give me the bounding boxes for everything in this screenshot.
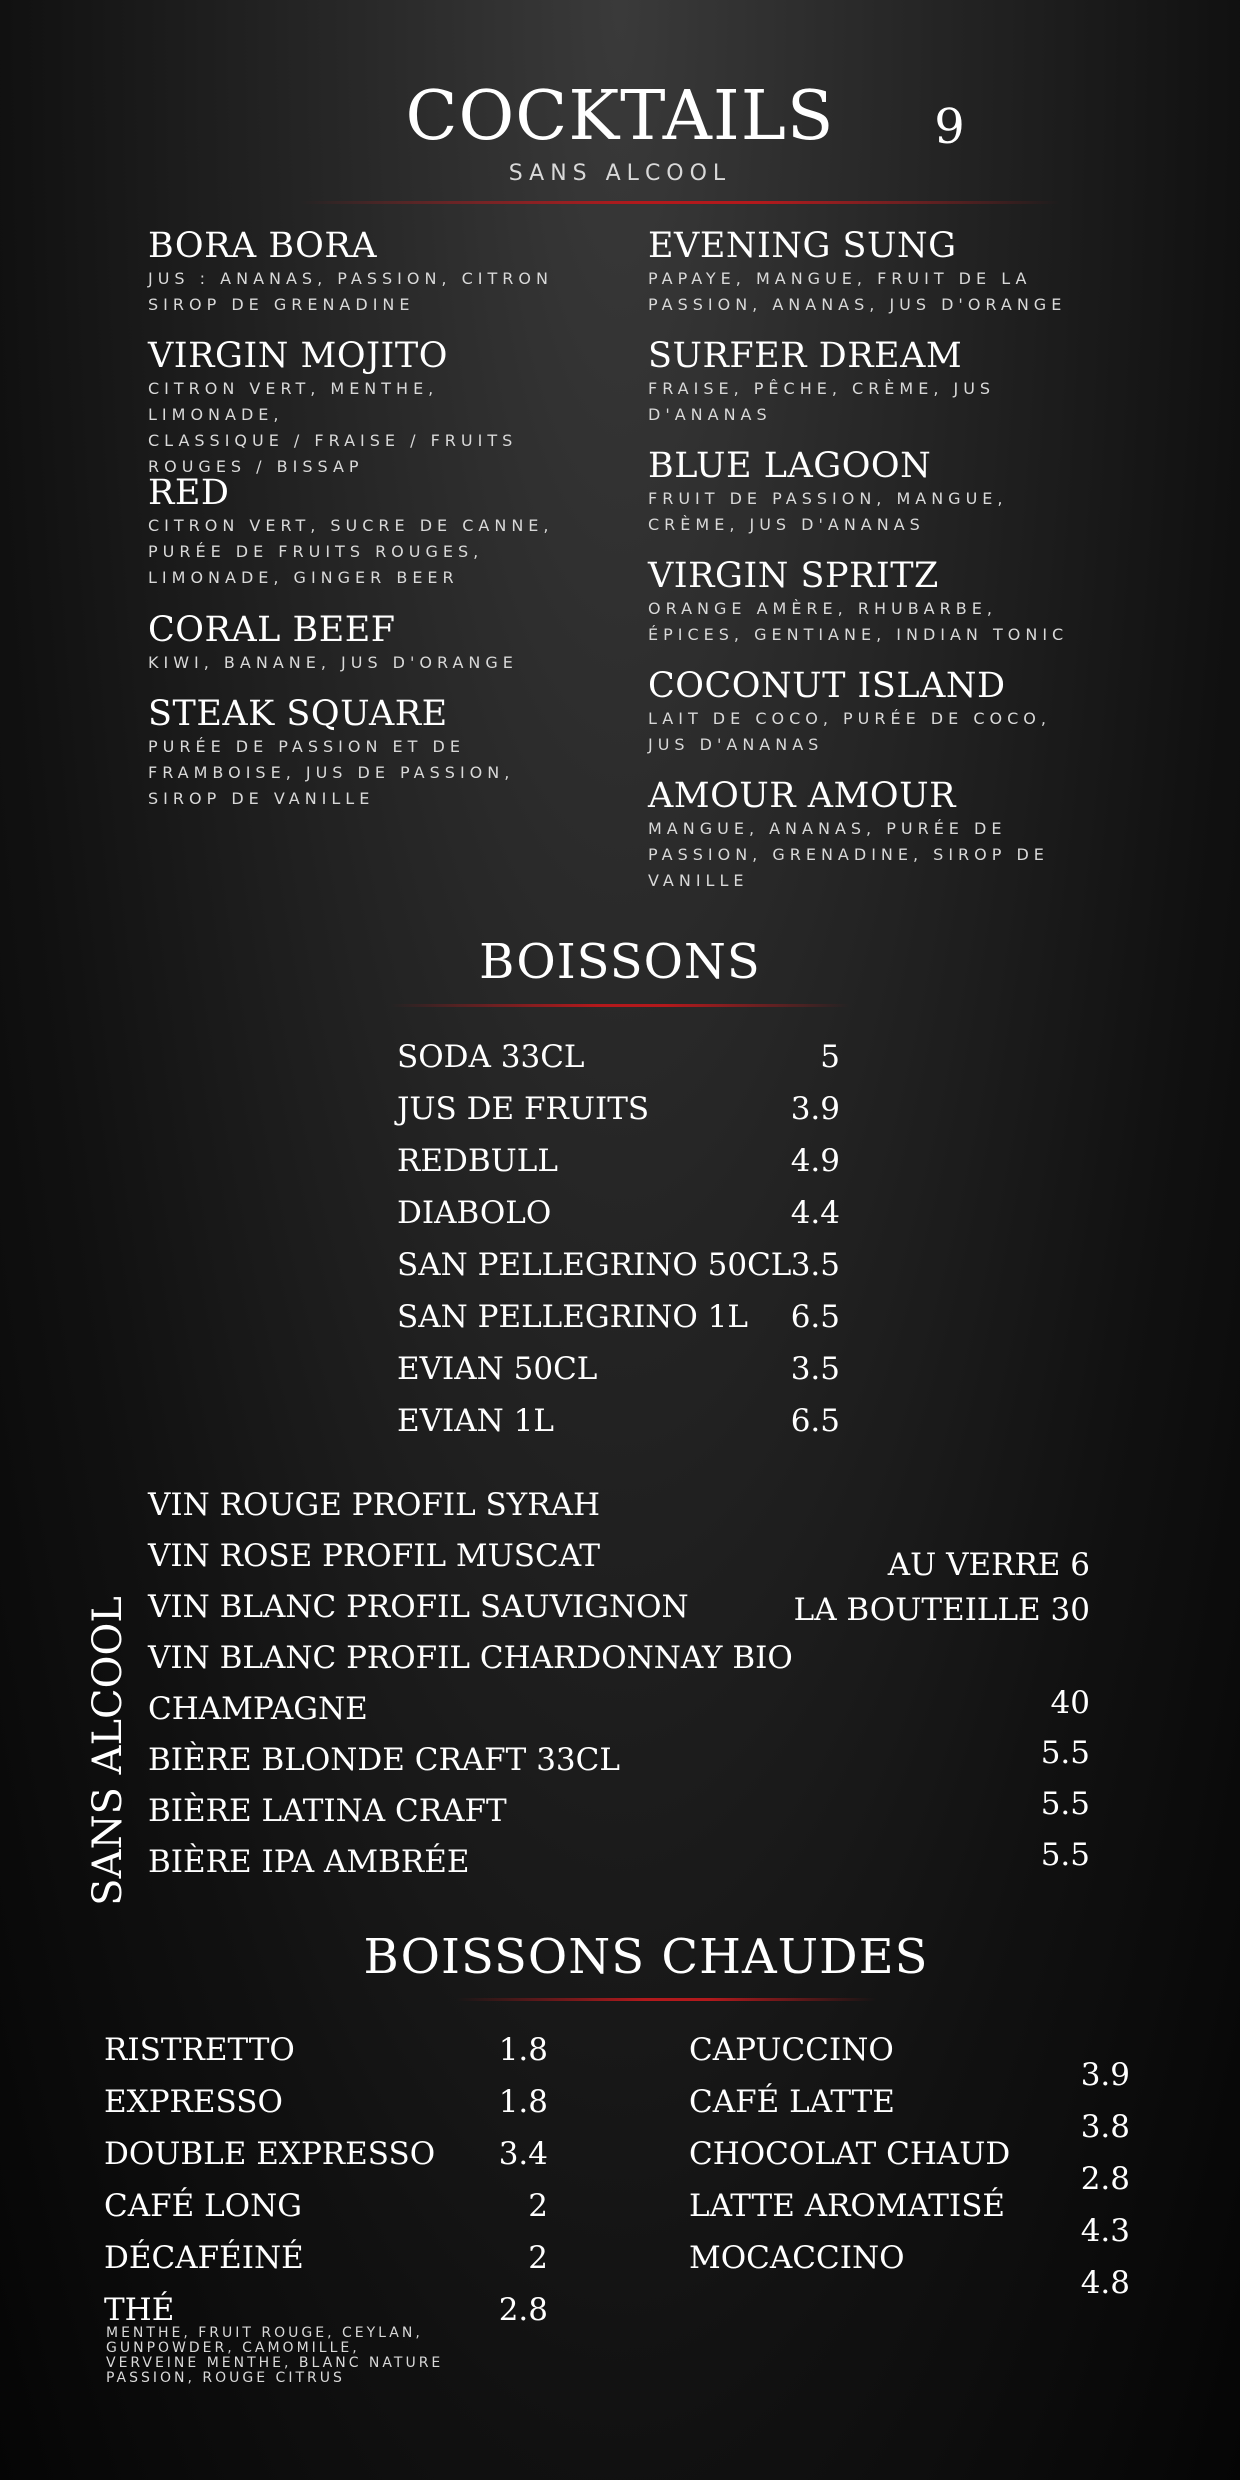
wine-bottle-price: LA BOUTEILLE 30: [793, 1592, 1090, 1628]
drink-name: BIÈRE LATINA CRAFT: [148, 1793, 507, 1829]
drink-name: EVIAN 1L: [397, 1403, 554, 1439]
cocktail-item: [648, 446, 1108, 538]
drink-price: 3.5: [790, 1247, 840, 1283]
cocktail-name: EVENING SUNG: [648, 226, 957, 266]
drink-name: CHAMPAGNE: [148, 1691, 368, 1727]
drink-price: 4.4: [790, 1195, 840, 1231]
wine-name: VIN BLANC PROFIL CHARDONNAY BIO: [148, 1640, 793, 1676]
cocktails-divider: [300, 201, 1060, 204]
drink-name: SAN PELLEGRINO 1L: [397, 1299, 748, 1335]
hot-drink-name: RISTRETTO: [104, 2032, 295, 2068]
drink-price: 5: [820, 1039, 840, 1075]
cocktail-name: SURFER DREAM: [648, 336, 963, 376]
cocktail-desc-line: VANILLE: [648, 871, 749, 890]
cocktail-desc-line: D'ANANAS: [648, 405, 772, 424]
cocktail-name: BORA BORA: [148, 226, 378, 266]
hot-drink-price: 2.8: [1080, 2161, 1130, 2197]
drink-price: 5.5: [1040, 1735, 1090, 1771]
cocktail-desc-line: PAPAYE, MANGUE, FRUIT DE LA: [648, 269, 1032, 288]
hot-drink-name: CAPUCCINO: [689, 2032, 894, 2068]
cocktail-desc-line: SIROP DE VANILLE: [148, 789, 375, 808]
cocktail-name: RED: [148, 473, 230, 513]
cocktail-item: [648, 776, 1108, 894]
cocktail-desc-line: SIROP DE GRENADINE: [148, 295, 415, 314]
hot-drink-name: CHOCOLAT CHAUD: [689, 2136, 1011, 2172]
cocktail-desc-line: ÉPICES, GENTIANE, INDIAN TONIC: [648, 625, 1069, 644]
cocktail-name: BLUE LAGOON: [648, 446, 932, 486]
cocktail-desc-line: PASSION, ANANAS, JUS D'ORANGE: [648, 295, 1067, 314]
boissons-title: BOISSONS: [479, 934, 761, 990]
cocktail-item: [148, 473, 578, 591]
hot-drink-price: 4.8: [1080, 2265, 1130, 2301]
cocktail-desc-line: FRAISE, PÊCHE, CRÈME, JUS: [648, 379, 996, 398]
drink-price: 5.5: [1040, 1786, 1090, 1822]
cocktail-item: [148, 610, 578, 676]
drink-name: REDBULL: [397, 1143, 558, 1179]
wine-name: VIN BLANC PROFIL SAUVIGNON: [148, 1589, 689, 1625]
cocktail-name: VIRGIN SPRITZ: [648, 556, 939, 596]
drink-price: 3.5: [790, 1351, 840, 1387]
hot-drink-price: 2: [528, 2240, 548, 2276]
hot-drink-name: DÉCAFÉINÉ: [104, 2240, 304, 2276]
hot-drink-price: 4.3: [1080, 2213, 1130, 2249]
cocktail-desc-line: CLASSIQUE / FRAISE / FRUITS: [148, 431, 518, 450]
drink-price: 40: [1050, 1685, 1090, 1721]
drink-name: SAN PELLEGRINO 50CL: [397, 1247, 792, 1283]
drink-price: 4.9: [790, 1143, 840, 1179]
cocktail-desc-line: JUS : ANANAS, PASSION, CITRON: [148, 269, 553, 288]
drink-price: 6.5: [790, 1299, 840, 1335]
drink-price: 5.5: [1040, 1837, 1090, 1873]
cocktail-item: [648, 666, 1108, 758]
drink-name: DIABOLO: [397, 1195, 552, 1231]
cocktail-desc-line: LIMONADE, GINGER BEER: [148, 568, 459, 587]
cocktail-desc-line: KIWI, BANANE, JUS D'ORANGE: [148, 653, 518, 672]
cocktails-subtitle: SANS ALCOOL: [508, 161, 732, 186]
cocktail-item: [148, 694, 578, 812]
hot-drink-name: LATTE AROMATISÉ: [689, 2188, 1006, 2224]
hot-drink-price: 1.8: [498, 2084, 548, 2120]
hot-drink-price: 3.9: [1080, 2057, 1130, 2093]
cocktail-desc-line: FRAMBOISE, JUS DE PASSION,: [148, 763, 515, 782]
drink-name: BIÈRE BLONDE CRAFT 33CL: [148, 1742, 620, 1778]
the-description: [106, 2326, 526, 2386]
cocktail-desc-line: ORANGE AMÈRE, RHUBARBE,: [648, 599, 997, 618]
cocktail-desc-line: PASSION, GRENADINE, SIROP DE: [648, 845, 1049, 864]
cocktail-name: STEAK SQUARE: [148, 694, 448, 734]
hot-drink-name: THÉ: [104, 2292, 175, 2328]
drink-price: 3.9: [790, 1091, 840, 1127]
cocktail-desc-line: JUS D'ANANAS: [648, 735, 824, 754]
the-desc-line: GUNPOWDER, CAMOMILLE,: [106, 2340, 360, 2356]
cocktails-price: 9: [934, 99, 966, 155]
cocktail-name: COCONUT ISLAND: [648, 666, 1006, 706]
cocktail-desc-line: PURÉE DE FRUITS ROUGES,: [148, 542, 484, 561]
drink-name: JUS DE FRUITS: [397, 1091, 650, 1127]
cocktail-item: [648, 336, 1108, 428]
sans-alcool-side-label: SANS ALCOOL: [85, 1596, 131, 1906]
cocktail-desc-line: CITRON VERT, MENTHE, LIMONADE,: [148, 379, 439, 424]
cocktail-desc-line: MANGUE, ANANAS, PURÉE DE: [648, 819, 1007, 838]
cocktail-name: CORAL BEEF: [148, 610, 396, 650]
cocktail-item: [148, 336, 578, 480]
cocktail-name: VIRGIN MOJITO: [148, 336, 448, 376]
hot-drink-name: MOCACCINO: [689, 2240, 905, 2276]
hot-drink-name: DOUBLE EXPRESSO: [104, 2136, 436, 2172]
hot-drink-name: CAFÉ LONG: [104, 2188, 302, 2224]
cocktail-desc-line: PURÉE DE PASSION ET DE: [148, 737, 465, 756]
hot-drink-price: 2.8: [498, 2292, 548, 2328]
drink-name: BIÈRE IPA AMBRÉE: [148, 1844, 470, 1880]
cocktail-desc-line: CRÈME, JUS D'ANANAS: [648, 515, 925, 534]
the-desc-line: MENTHE, FRUIT ROUGE, CEYLAN,: [106, 2325, 423, 2341]
wine-glass-price: AU VERRE 6: [887, 1547, 1090, 1583]
cocktail-item: [648, 556, 1108, 648]
hot-drink-name: CAFÉ LATTE: [689, 2084, 895, 2120]
cocktail-item: [148, 226, 578, 318]
hot-drink-price: 1.8: [498, 2032, 548, 2068]
cocktail-desc-line: ROUGES / BISSAP: [148, 457, 364, 476]
hot-drink-price: 3.8: [1080, 2109, 1130, 2145]
chaudes-divider: [456, 1998, 876, 2001]
cocktail-name: AMOUR AMOUR: [648, 776, 956, 816]
cocktail-desc-line: FRUIT DE PASSION, MANGUE,: [648, 489, 1008, 508]
cocktails-title: COCKTAILS: [405, 77, 835, 156]
cocktail-desc-line: CITRON VERT, SUCRE DE CANNE,: [148, 516, 554, 535]
drink-price: 6.5: [790, 1403, 840, 1439]
the-desc-line: VERVEINE MENTHE, BLANC NATURE: [106, 2355, 444, 2371]
hot-drink-price: 3.4: [498, 2136, 548, 2172]
wine-name: VIN ROSE PROFIL MUSCAT: [148, 1538, 601, 1574]
chaudes-title: BOISSONS CHAUDES: [363, 1929, 929, 1985]
drink-name: SODA 33CL: [397, 1039, 585, 1075]
hot-drink-price: 2: [528, 2188, 548, 2224]
cocktail-desc-line: LAIT DE COCO, PURÉE DE COCO,: [648, 709, 1051, 728]
drink-name: EVIAN 50CL: [397, 1351, 598, 1387]
cocktail-item: [648, 226, 1108, 318]
the-desc-line: PASSION, ROUGE CITRUS: [106, 2370, 345, 2386]
hot-drink-name: EXPRESSO: [104, 2084, 283, 2120]
wine-name: VIN ROUGE PROFIL SYRAH: [148, 1487, 601, 1523]
boissons-divider: [390, 1004, 850, 1007]
